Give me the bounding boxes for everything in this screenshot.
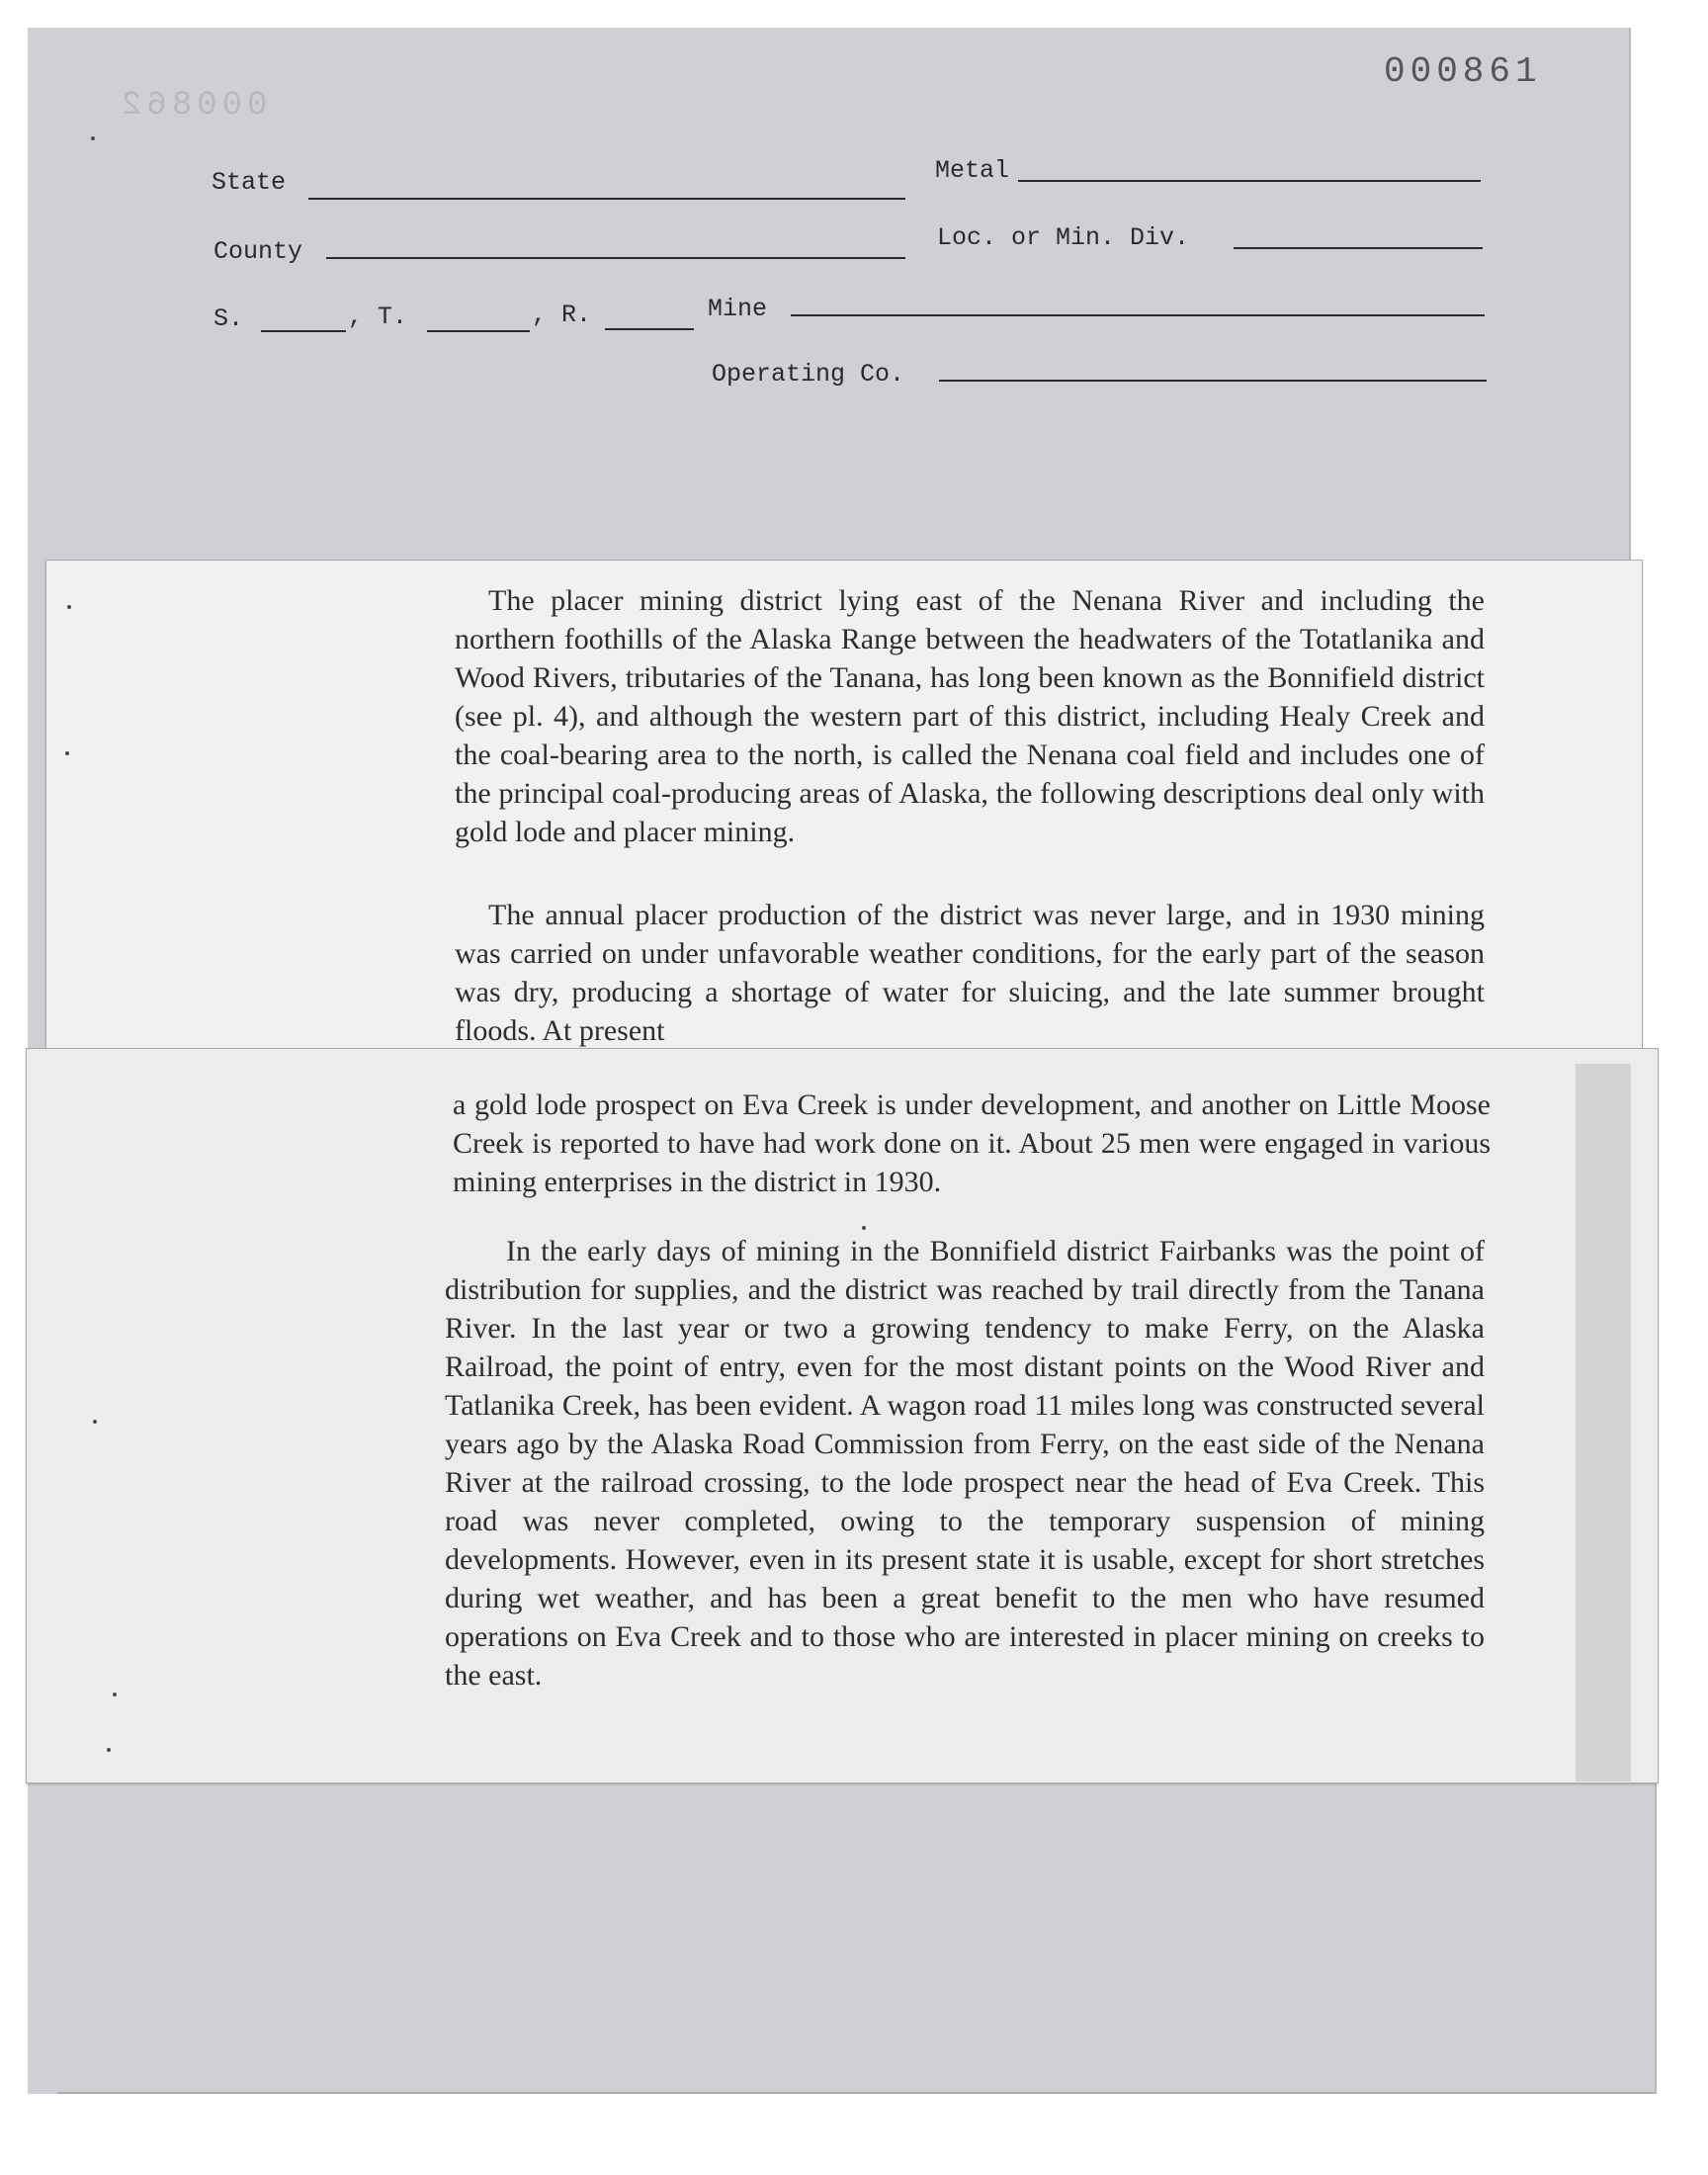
speck-mark [862,1226,866,1230]
paragraph-3: a gold lode prospect on Eva Creek is under development, and another on Little Moose Creek is reported to have had work done on it. About 25 men were engaged in various mining enterprises in the district in 1930. [453,1088,1491,1198]
speck-mark [113,1693,117,1696]
county-label: County [214,237,303,266]
clipping-shadow [1576,1064,1631,1782]
operating-co-label: Operating Co. [712,360,905,389]
speck-mark [67,605,71,609]
s-label: S. [214,304,244,333]
mine-label: Mine [708,295,768,323]
operating-co-field[interactable] [939,380,1487,382]
loc-field[interactable] [1234,247,1483,249]
bleed-through-number: 000862 [117,87,268,125]
mine-field[interactable] [791,314,1485,316]
speck-mark [107,1748,111,1752]
metal-label: Metal [935,156,1010,185]
paragraph-4: In the early days of mining in the Bonnifield district Fairbanks was the point of distribution for supplies, and the district was reached by trail directly from the Tanana River. In the last year or two a growing tendency to make Ferry, on the Alaska Railroad, the point of entry, even for the most distant points on the Wood River and Tatlanika Creek, has been evident. A wagon road 11 miles long was constructed several years ago by the Alaska Road Commission from Ferry, on the east side of the Nenana River at the railroad crossing, to the lode prospect near the head of Eva Creek. This road was never completed, owing to the temporary suspension of mining developments. However, even in its present state it is usable, except for short stretches during wet weather, and has been a great benefit to the men who have resumed operations on Eva Creek and to those who are interested in placer mining on creeks to the east. [445,1235,1485,1692]
speck-mark [65,751,69,755]
county-field[interactable] [326,257,905,259]
document-number: 000861 [1384,51,1542,92]
state-label: State [212,168,287,197]
state-field[interactable] [308,198,905,200]
loc-label: Loc. or Min. Div. [937,223,1190,252]
r-label: , R. [532,301,592,329]
paragraph-1: The placer mining district lying east of the Nenana River and including the northern foothills of the Alaska Range between the headwaters of the Totatlanika and Wood Rivers, tributaries of the Tanana, has long been known as the Bonnifield district (see pl. 4), and although the western part of this district, including Healy Creek and the coal-bearing area to the north, is called the Nenana coal field and includes one of the principal coal-producing areas of Alaska, the following descriptions deal only with gold lode and placer mining. [455,584,1485,848]
metal-field[interactable] [1018,180,1481,182]
s-field[interactable] [261,330,346,332]
speck-mark [91,136,95,140]
r-field[interactable] [605,328,694,330]
t-label: , T. [348,303,408,331]
card-bottom-edge [57,1780,1657,2094]
t-field[interactable] [427,330,530,332]
paragraph-2: The annual placer production of the district was never large, and in 1930 mining was carried on under unfavorable weather conditions, for the early part of the season was dry, producing a shortage of water for sluicing, and the late summer brought floods. At present [455,899,1485,1047]
speck-mark [93,1420,97,1424]
